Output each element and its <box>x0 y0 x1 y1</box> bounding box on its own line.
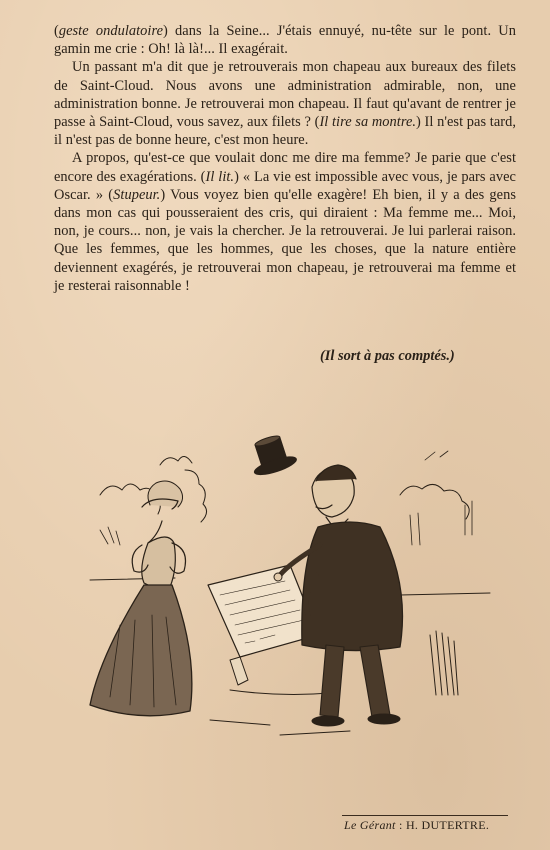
paragraph <box>54 22 516 58</box>
footer-rule <box>342 815 508 816</box>
footer-credit <box>344 818 489 833</box>
stage-direction: Il lit. <box>205 168 235 185</box>
text-run: Un passant m'a dit que je retrouverais mon chapeau aux bureaux des filets de Saint-Cloud. Nous avons une administration admirable, non, une administration bonne. Je retrouverai mon chapeau. Il faut qu'avant de rentrer je passe à Saint-Cloud, vous savez, aux filets ? ( <box>54 59 516 131</box>
text-run: ) dans la Seine... J'étais ennuyé, nu-tête sur le pont. Un gamin me crie : Oh! là là!... Il exagérait. <box>54 23 516 58</box>
text-run: ) « La vie est impossible avec vous, je pars avec Oscar. » ( <box>54 168 516 203</box>
footer-name: H. DUTERTRE. <box>405 818 490 832</box>
text-run: A propos, qu'est-ce que voulait donc me dire ma femme? Je parie que c'est encore des exagérations. ( <box>54 150 516 185</box>
paragraph <box>54 149 516 295</box>
stage-direction: Il tire sa montre. <box>319 114 417 131</box>
text-run: ) Vous voyez bien qu'elle exagère! Eh bien, il y a des gens dans mon cas qui pousseraient des cris, qui diraient : Ma femme me... Moi, non, je cours... non, je vais la chercher. Je la retrouverai. Je lui parlerai raison. Que les femmes, que les hommes, que les choses, que la nature entière deviennent exagérés, je retrouverai mon chapeau, je retrouverai ma femme et je resterai raisonnable ! <box>54 186 516 294</box>
footer-role: Le Gérant <box>344 818 396 832</box>
text-run: ( <box>54 23 59 39</box>
text-run: ) Il n'est pas tard, il n'est pas de bonne heure, c'est mon heure. <box>54 114 517 149</box>
paragraph <box>54 58 516 149</box>
stage-direction: geste ondulatoire <box>58 23 164 39</box>
monologue-text <box>54 22 516 295</box>
footer-separator: : <box>395 818 406 832</box>
stage-direction-exit: (Il sort à pas comptés.) <box>320 348 455 364</box>
stage-direction: Stupeur. <box>113 186 161 203</box>
illustration-couple-hat-blown <box>80 435 500 755</box>
